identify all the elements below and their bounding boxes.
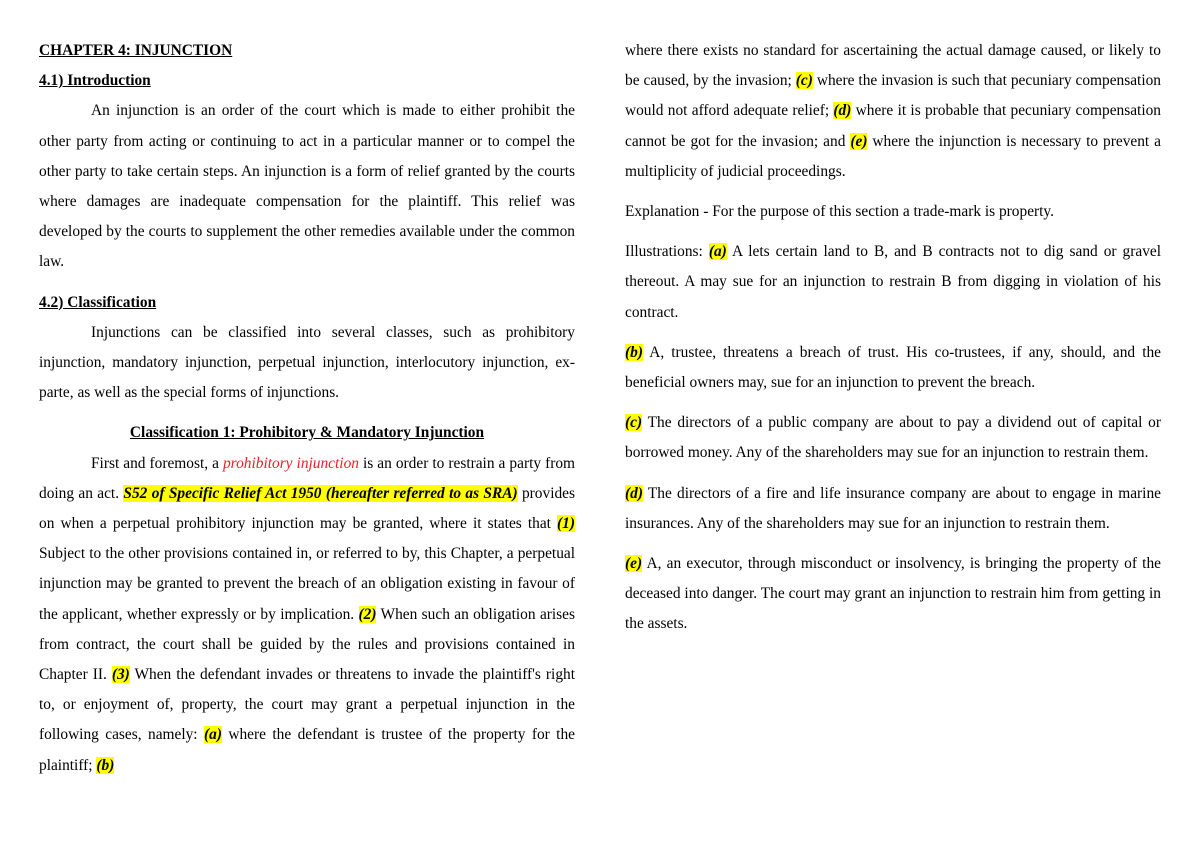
intro-heading: 4.1) Introduction xyxy=(39,72,151,90)
text-run: When such an obligation arises from contract, the court shall be guided by the rules and provisions contained in Chapter II. xyxy=(39,605,575,684)
text-run: provides on when a perpetual prohibitory injunction may be granted, where it states that xyxy=(39,484,575,533)
text-run: Subject to the other provisions contained in, or referred to by, this Chapter, a perpetual injunction may be granted to prevent the breach of an obligation existing in favour of the applicant, whether expressly or by implication. xyxy=(39,545,575,623)
marker-2: (2) xyxy=(358,605,377,623)
prohibitory-paragraph xyxy=(39,449,575,781)
chapter-title: CHAPTER 4: INJUNCTION xyxy=(39,42,233,59)
illustration-a xyxy=(625,237,1161,328)
illustration-marker-d: (d) xyxy=(625,484,643,502)
prohibitory-injunction-term: prohibitory injunction xyxy=(222,454,359,472)
text-run: The directors of a public company are about to pay a dividend out of capital or borrowed money. Any of the shareholders may sue for an injunction to restrain them. xyxy=(625,414,1161,462)
text-run: where the invasion is such that pecuniary compensation would not afford adequate relief; xyxy=(625,72,1161,120)
illustration-marker-b: (b) xyxy=(625,343,643,361)
text-run: A, trustee, threatens a breach of trust. His co-trustees, if any, should, and the beneficial owners may, sue for an injunction to prevent the breach. xyxy=(625,343,1161,392)
classification-heading: 4.2) Classification xyxy=(39,293,157,311)
illustration-marker-e: (e) xyxy=(625,555,643,573)
classification-1-heading: Classification 1: Prohibitory & Mandatory Injunction xyxy=(129,424,485,442)
explanation: Explanation - For the purpose of this section a trade-mark is property. xyxy=(625,203,1054,221)
text-run: First and foremost, a xyxy=(91,454,223,472)
right-column xyxy=(625,36,1161,640)
illustration-c xyxy=(625,408,1161,468)
continued-paragraph xyxy=(625,36,1161,187)
text-run: where the defendant is trustee of the property for the plaintiff; xyxy=(39,726,575,774)
text-run: where it is probable that pecuniary compensation cannot be got for the invasion; and xyxy=(625,102,1161,150)
text-run: A, an executor, through misconduct or insolvency, is bringing the property of the deceased into danger. The court may grant an injunction to restrain him from getting in the assets. xyxy=(625,555,1161,633)
text-run: is an order to restrain a party from doing an act. xyxy=(39,454,575,502)
marker-3: (3) xyxy=(111,666,130,684)
classification-paragraph: Injunctions can be classified into several classes, such as prohibitory injunction, mandatory injunction, perpetual injunction, interlocutory injunction, ex-parte, as well as the special forms of injunctions. xyxy=(39,323,575,402)
illustration-marker-c: (c) xyxy=(625,414,643,432)
sra-citation: S52 of Specific Relief Act 1950 (hereafter referred to as SRA) xyxy=(123,484,518,502)
intro-paragraph: An injunction is an order of the court which is made to either prohibit the other party from acting or continuing to act in a particular manner or to compel the other party to take certain steps. An injunction is a form of relief granted by the courts where damages are inadequate compensation for the plaintiff. This relief was developed by the courts to supplement the other remedies available under the common law. xyxy=(39,102,575,271)
marker-1: (1) xyxy=(557,515,575,533)
marker-b: (b) xyxy=(96,756,115,774)
text-run: When the defendant invades or threatens to invade the plaintiff's right to, or enjoyment of, property, the court may grant a perpetual injunction in the following cases, namely: xyxy=(39,666,575,744)
text-run: The directors of a fire and life insurance company are about to engage in marine insurances. Any of the shareholders may sue for an injunction to restrain them. xyxy=(625,484,1161,532)
marker-a: (a) xyxy=(204,726,222,744)
illustration-marker-a: (a) xyxy=(708,243,727,261)
left-column xyxy=(39,36,575,781)
illustration-d xyxy=(625,479,1161,539)
marker-c: (c) xyxy=(795,72,813,90)
text-run: A lets certain land to B, and B contracts not to dig sand or gravel thereout. A may sue for an injunction to restrain B from digging in violation of his contract. xyxy=(625,243,1162,321)
illustration-b xyxy=(625,338,1161,398)
illustration-e xyxy=(625,549,1161,640)
text-run: where there exists no standard for ascertaining the actual damage caused, or likely to be caused, by the invasion; xyxy=(625,42,1161,90)
marker-e: (e) xyxy=(850,132,868,150)
marker-d: (d) xyxy=(833,102,852,120)
text-run: where the injunction is necessary to prevent a multiplicity of judicial proceedings. xyxy=(625,132,1161,180)
illustrations-label: Illustrations: xyxy=(625,243,709,261)
